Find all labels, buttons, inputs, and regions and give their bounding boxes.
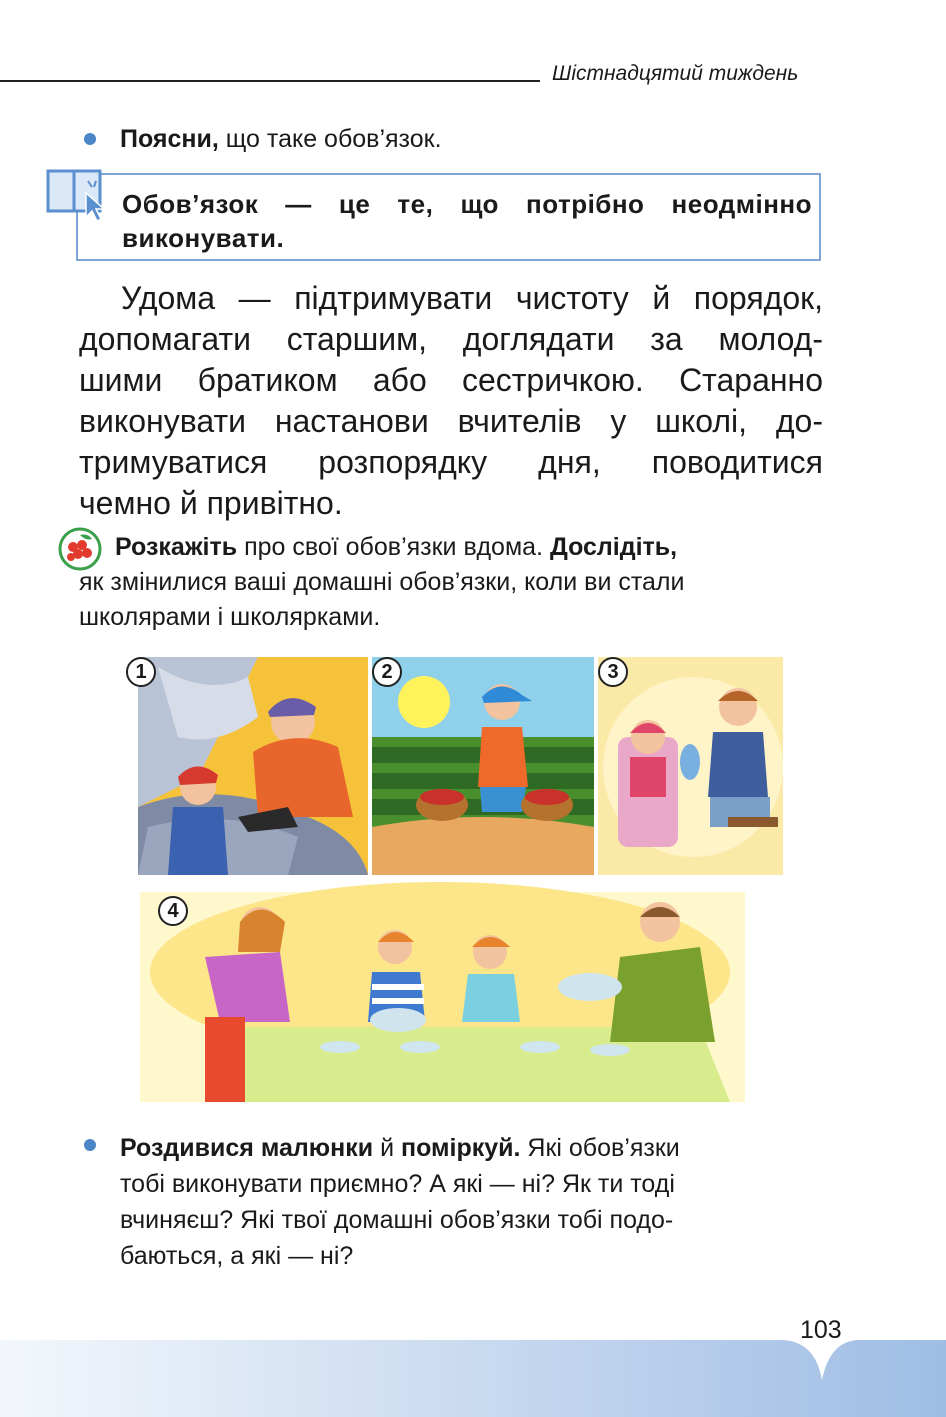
- task-text: про свої обов’язки вдома.: [237, 533, 550, 561]
- main-paragraph: [79, 278, 823, 524]
- explain-prompt: [120, 124, 442, 154]
- reflection-task: [120, 1130, 830, 1274]
- bottom-line: вчиняєш? Які твої домашні обов’язки тобі подо-: [120, 1206, 674, 1234]
- book-icon: [44, 165, 108, 225]
- bottom-line: тобі виконувати приємно? А які — ні? Як ти тоді: [120, 1170, 675, 1198]
- task-line: школярами і школярками.: [79, 603, 381, 631]
- paragraph-line: тримуватися розпорядку дня, поводитися: [79, 444, 823, 480]
- bottom-line: баються, а які — ні?: [120, 1242, 354, 1270]
- bottom-bold-look: Роздивися малюнки: [120, 1134, 374, 1162]
- definition-text: Обов’язок — це те, що потрібно неодмінно виконувати.: [122, 189, 812, 253]
- week-title: Шістнадцятий тиждень: [552, 62, 799, 85]
- picture-number-badge: 1: [126, 657, 156, 687]
- explain-rest: що таке обов’язок.: [218, 125, 442, 153]
- picture-number-badge: 2: [372, 657, 402, 687]
- task-bold-tell: Розкажіть: [115, 533, 238, 561]
- picture-number-badge: 3: [598, 657, 628, 687]
- paragraph-line: допомагати старшим, доглядати за молод-: [79, 321, 823, 357]
- bottom-mid: й: [373, 1134, 401, 1162]
- illustration-babysitting: [598, 657, 783, 875]
- task-bold-research: Дослідіть,: [549, 533, 678, 561]
- paragraph-line: Удома — підтримувати чистоту й порядок,: [121, 280, 823, 316]
- paragraph-line: чемно й привітно.: [79, 485, 343, 521]
- paragraph-line: виконувати настанови вчителів у школі, до-: [79, 403, 823, 439]
- illustration-garden-baskets: [372, 657, 594, 875]
- page-number: 103: [800, 1316, 842, 1344]
- picture-number-badge: 4: [158, 896, 188, 926]
- paragraph-line: шими братиком або сестричкою. Старанно: [79, 362, 823, 398]
- footer-band: [0, 1340, 946, 1417]
- bullet-point: [84, 1139, 96, 1151]
- bottom-bold-think: поміркуй.: [400, 1134, 521, 1162]
- definition-box: [76, 173, 821, 261]
- task-line: як змінилися ваші домашні обов’язки, коли ви стали: [79, 568, 685, 596]
- discussion-task: [79, 530, 831, 635]
- explain-bold: Поясни,: [120, 125, 219, 153]
- illustration-car-repair: [135, 657, 368, 875]
- bullet-point: [84, 133, 96, 145]
- illustration-family-table: [140, 892, 745, 1102]
- bottom-text: Які обов’язки: [520, 1134, 680, 1162]
- header-rule: [0, 80, 540, 82]
